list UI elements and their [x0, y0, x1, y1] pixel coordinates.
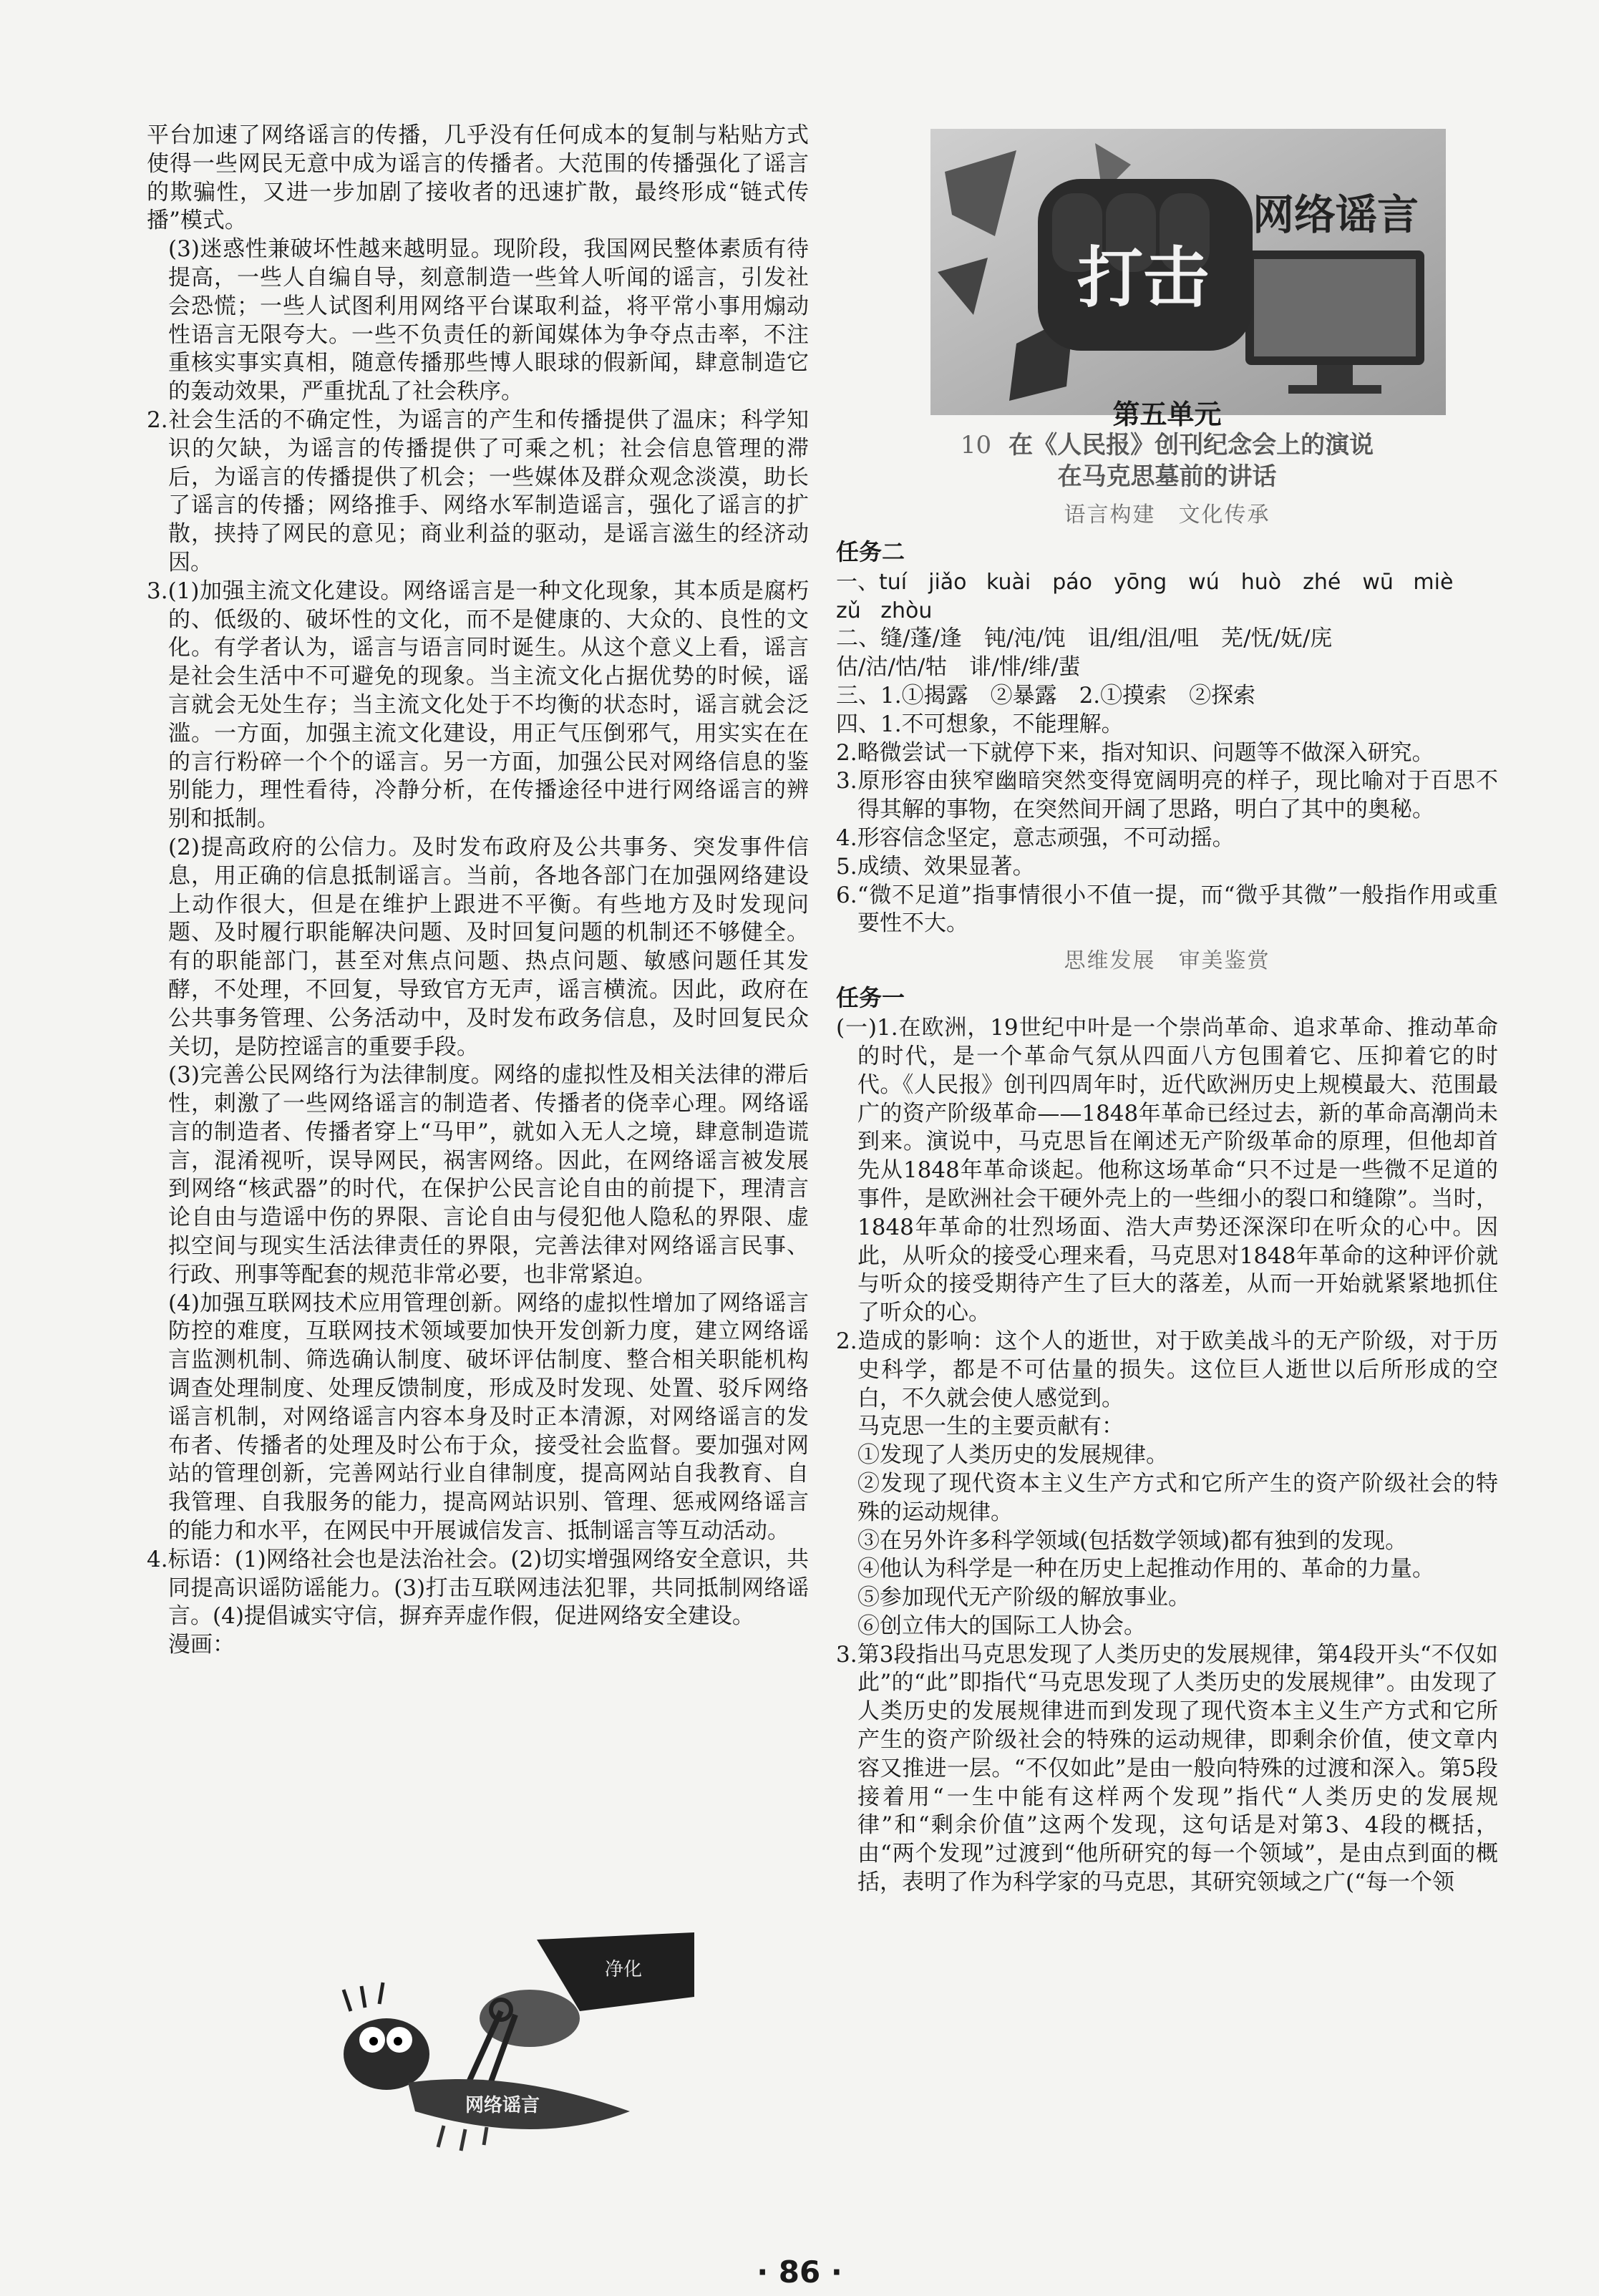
answer-line: 2.造成的影响：这个人的逝世，对于欧美战斗的无产阶级，对于历史科学，都是不可估量的损失。这位巨人逝世以后所形成的空白，不久就会使人感觉到。: [836, 1328, 1498, 1411]
tongue-text: 网络谣言: [465, 2095, 540, 2116]
task-heading: 任务一: [836, 984, 905, 1012]
answer-line: 4.形容信念坚定，意志顽强，不可动摇。: [836, 824, 1235, 851]
section-header: 语言构建 文化传承: [1064, 502, 1270, 527]
banner-title: 网络谣言: [1253, 190, 1419, 239]
paragraph: 4.标语：(1)网络社会也是法治社会。(2)切实增强网络安全意识，共同提高识谣防谣能力。(3)打击互联网违法犯罪，共同抵制网络谣言。(4)提倡诚实守信，摒弃弄虚作假，促进网络安全建设。: [147, 1546, 809, 1630]
paragraph: (2)提高政府的公信力。及时发布政府及公共事务、突发事件信息，用正确的信息抵制谣言。当前，各地各部门在加强网络建设上动作很大，但是在维护上跟进不平衡。有些地方及时发现问题、及时履行职能解决问题、及时回复问题的机制还不够健全。有的职能部门，甚至对焦点问题、热点问题、敏感问题任其发酵，不处理，不回复，导致官方无声，谣言横流。因此，政府在公共事务管理、公务活动中，及时发布政务信息，及时回复民众关切，是防控谣言的重要手段。: [168, 834, 809, 1060]
task-heading: 任务二: [836, 537, 905, 565]
paragraph: 2.社会生活的不确定性，为谣言的产生和传播提供了温床；科学知识的欠缺，为谣言的传播提供了可乘之机；社会信息管理的滞后，为谣言的传播提供了机会；一些媒体及群众观念淡漠，助长了谣言的传播；网络推手、网络水军制造谣言，强化了谣言的扩散，挟持了网民的意见；商业利益的驱动，是谣言滋生的经济动因。: [147, 407, 809, 575]
cartoon-image: [322, 1932, 694, 2169]
paragraph: 3.(1)加强主流文化建设。网络谣言是一种文化现象，其本质是腐朽的、低级的、破坏性的文化，而不是健康的、大众的、良性的文化。有学者认为，谣言与语言同时诞生。从这个意义上看，谣言是社会生活中不可避免的现象。当主流文化占据优势的时候，谣言就会无处生存；当主流文化处于不均衡的状态时，谣言就会泛滥。一方面，加强主流文化建设，用正气压倒邪气，用实实在在的言行粉碎一个个的谣言。另一方面，加强公民对网络信息的鉴别能力，理性看待，冷静分析，在传播途径中进行网络谣言的辨别和抵制。: [147, 578, 809, 832]
answer-line: zǔ zhòu: [836, 598, 933, 623]
list-item: ④他认为科学是一种在历史上起推动作用的、革命的力量。: [857, 1556, 1434, 1582]
banner-image: [930, 129, 1446, 415]
left-column: [147, 122, 809, 1660]
section-header: 思维发展 审美鉴赏: [1064, 948, 1270, 974]
lesson-title: [836, 429, 1498, 461]
answer-line: 四、1.不可想象，不能理解。: [836, 711, 1124, 737]
page-number: · 86 ·: [757, 2254, 842, 2290]
answer-line: 6.“微不足道”指事情很小不值一提，而“微乎其微”一般指作用或重要性不大。: [836, 882, 1498, 937]
list-item: ③在另外许多科学领域(包括数学领域)都有独到的发现。: [857, 1527, 1408, 1554]
answer-line: 三、1.①揭露 ②暴露 2.①摸索 ②探索: [836, 682, 1256, 709]
lesson-title-1: 在《人民报》创刊纪念会上的演说: [1009, 430, 1374, 459]
answer-line: 2.略微尝试一下就停下来，指对知识、问题等不做深入研究。: [836, 739, 1434, 766]
lesson-number: 10: [960, 430, 992, 459]
answer-line: 3.原形容由狭窄幽暗突然变得宽阔明亮的样子，现比喻对于百思不得其解的事物，在突然间开阔了思路，明白了其中的奥秘。: [836, 768, 1498, 823]
list-item: ⑤参加现代无产阶级的解放事业。: [857, 1585, 1190, 1611]
answer-line: 3.第3段指出马克思发现了人类历史的发展规律，第4段开头“不仅如此”的“此”即指代“马克思发现了人类历史的发展规律”。由发现了人类历史的发展规律进而到发现了现代资本主义生产方式和它所产生的资产阶级社会的特殊的运动规律，即剩余价值，使文章内容又推进一层。“不仅如此”是由一般向特殊的过渡和深入。第5段接着用“一生中能有这样两个发现”指代“人类历史的发展规律”和“剩余价值”这两个发现，这句话是对第3、4段的概括，由“两个发现”过渡到“他所研究的每一个领域”，是由点到面的概括，表明了作为科学家的马克思，其研究领域之广(“每一个领: [836, 1641, 1498, 1896]
paragraph: (4)加强互联网技术应用管理创新。网络的虚拟性增加了网络谣言防控的难度，互联网技术领域要加快开发创新力度，建立网络谣言监测机制、筛选确认制度、破坏评估制度、整合相关职能机构调查处理制度、处理反馈制度，形成及时发现、处置、驳斥网络谣言机制，对网络谣言内容本身及时正本清源，对网络谣言的发布者、传播者的处理及时公布于众，接受社会监督。要加强对网站的管理创新，完善网站行业自律制度，提高网站自我教育、自我管理、自我服务的能力，提高网站识别、管理、惩戒网络谣言的能力和水平，在网民中开展诚信发言、抵制谣言等互动活动。: [168, 1290, 809, 1545]
paragraph: (3)迷惑性兼破坏性越来越明显。现阶段，我国网民整体素质有待提高，一些人自编自导，刻意制造一些耸人听闻的谣言，引发社会恐慌；一些人试图利用网络平台谋取利益，将平常小事用煽动性语言无限夸大。一些不负责任的新闻媒体为争夺点击率，不注重核实事实真相，随意传播那些博人眼球的假新闻，肆意制造它的轰动效果，严重扰乱了社会秩序。: [168, 236, 809, 405]
list-item: ⑥创立伟大的国际工人协会。: [857, 1612, 1146, 1639]
list-item: ①发现了人类历史的发展规律。: [857, 1442, 1168, 1469]
fist-text: 打击: [1077, 240, 1210, 316]
lesson-title-2: 在马克思墓前的讲话: [1057, 462, 1277, 491]
answer-line: (一)1.在欧洲，19世纪中叶是一个崇尚革命、追求革命、推动革命的时代，是一个革命气氛从四面八方包围着它、压抑着它的时代。《人民报》创刊四周年时，近代欧洲历史上规模最大、范围最广的资产阶级革命——1848年革命已经过去，新的革命高潮尚未到来。演说中，马克思旨在阐述无产阶级革命的原理，但他却首先从1848年革命谈起。他称这场革命“只不过是一些微不足道的事件，是欧洲社会干硬外壳上的一些细小的裂口和缝隙”。当时，1848年革命的壮烈场面、浩大声势还深深印在听众的心中。因此，从听众的接受心理来看，马克思对1848年革命的这种评价就与听众的接受期待产生了巨大的落差，从而一开始就紧紧地抓住了听众的心。: [836, 1015, 1498, 1326]
answer-line: 5.成绩、效果显著。: [836, 853, 1035, 880]
right-column: [836, 401, 1498, 1897]
paragraph: (3)完善公民网络行为法律制度。网络的虚拟性及相关法律的滞后性，刺激了一些网络谣言的制造者、传播者的侥幸心理。网络谣言的制造者、传播者穿上“马甲”，就如入无人之境，肆意制造谎言，混淆视听，误导网民，祸害网络。因此，在网络谣言被发展到网络“核武器”的时代，在保护公民言论自由的前提下，理清言论自由与造谣中伤的界限、言论自由与侵犯他人隐私的界限、虚拟空间与现实生活法律责任的界限，完善法律对网络谣言民事、行政、刑事等配套的规范非常必要，也非常紧迫。: [168, 1062, 809, 1288]
answer-line: 估/沽/怙/牯 诽/悱/绯/蜚: [836, 654, 1081, 681]
paragraph: 漫画：: [168, 1632, 235, 1658]
answer-line: 马克思一生的主要贡献有：: [857, 1414, 1124, 1440]
sleeve-text: 净化: [605, 1959, 643, 1980]
answer-line: 一、tuí jiǎo kuài páo yōng wú huò zhé wū miè: [836, 569, 1454, 595]
answer-line: 二、缝/蓬/逢 钝/沌/饨 诅/组/沮/咀 芜/怃/妩/庑: [836, 626, 1333, 652]
paragraph: 平台加速了网络谣言的传播，几乎没有任何成本的复制与粘贴方式使得一些网民无意中成为谣言的传播者。大范围的传播强化了谣言的欺骗性，又进一步加剧了接收者的迅速扩散，最终形成“链式传播”模式。: [147, 122, 809, 234]
list-item: ②发现了现代资本主义生产方式和它所产生的资产阶级社会的特殊的运动规律。: [857, 1470, 1498, 1525]
unit-title: 第五单元: [1112, 399, 1222, 430]
